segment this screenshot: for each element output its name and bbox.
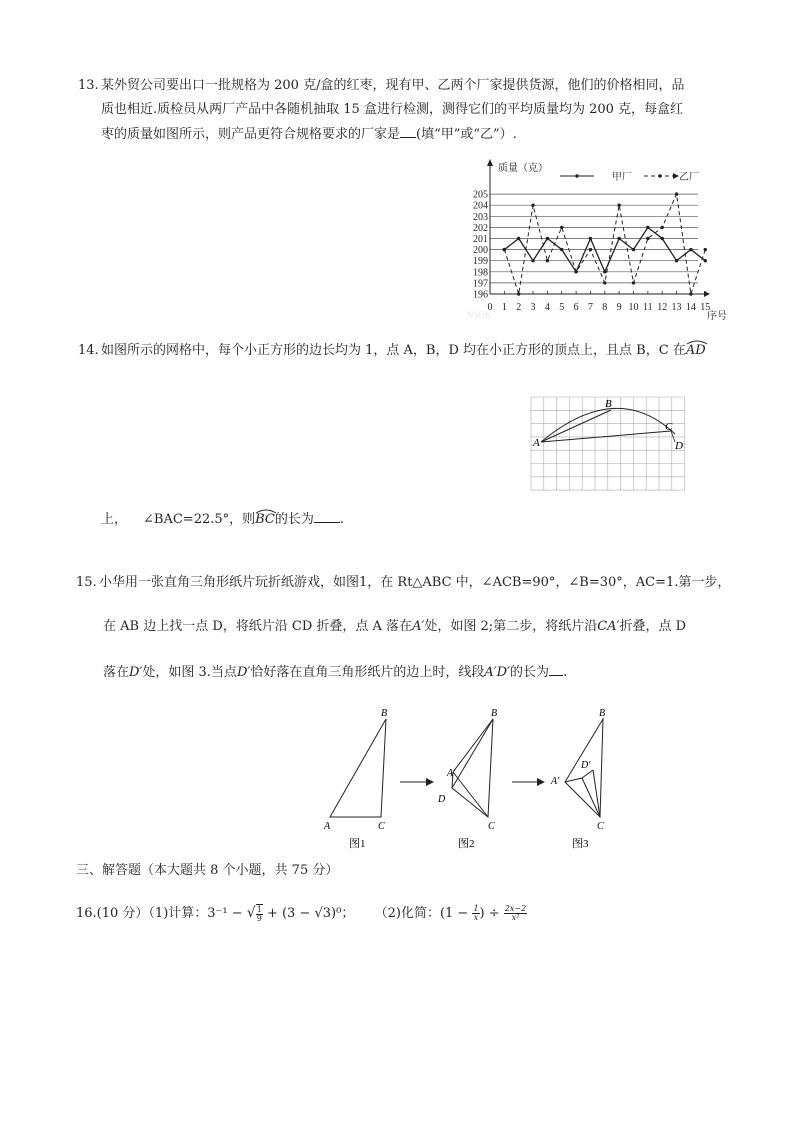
chart-axes: [473, 159, 710, 313]
fig1-label-a: A: [324, 821, 331, 832]
q16-frac1-num: 1: [256, 905, 262, 914]
data-point: [546, 259, 549, 262]
q14-arc-ad: [686, 342, 706, 360]
fig3-label-a1: A′: [551, 776, 560, 787]
q13-line3: [101, 124, 517, 144]
q16-line: [76, 904, 527, 923]
data-point: [531, 204, 534, 207]
q16-head: 16.(10 分）（1)计算：: [76, 906, 208, 921]
q13-answer-blank: [400, 124, 416, 138]
data-point: [503, 248, 506, 251]
fig1-caption: 图1: [349, 838, 366, 850]
q15-answer-blank: [549, 662, 563, 676]
q14-grid-figure: [528, 394, 693, 494]
q13-line3-tail: (填“甲”或“乙”）.: [416, 127, 517, 142]
q15-arrow-2: [512, 778, 545, 786]
fig3-label-b: B: [599, 708, 606, 719]
y-tick-label: 200: [473, 245, 488, 257]
x-tick-label: 9: [616, 302, 622, 313]
data-point: [632, 281, 635, 284]
data-point: [632, 248, 635, 251]
legend-marker: [575, 174, 578, 177]
data-point: [675, 259, 678, 262]
q16-frac-2x: [504, 905, 527, 922]
y-tick-label: 204: [473, 200, 488, 212]
x-tick-label: 0: [487, 302, 493, 313]
q15-figure2: [437, 708, 497, 850]
q14-label-c: C: [665, 421, 673, 433]
q13-line1: 某外贸公司要出口一批规格为 200 克/盒的红枣，现有甲、乙两个厂家提供货源，他们的价格相同，品: [101, 78, 685, 93]
q14-period: .: [339, 512, 345, 527]
q16-simp-a: (1 −: [439, 906, 473, 921]
x-tick-label: 5: [559, 302, 565, 313]
y-tick-label: 198: [473, 267, 488, 279]
q15-line2-c: 处，如图 2;第二步，将纸片沿: [424, 619, 598, 634]
data-point: [517, 237, 520, 240]
x-tick-label: 10: [628, 302, 639, 313]
x-tick-label: 1: [501, 302, 507, 313]
series-line-yi: [504, 194, 705, 294]
q15-number: 15.: [76, 575, 97, 590]
data-point: [517, 292, 520, 295]
q16-sep: ；: [341, 906, 355, 921]
data-point: [589, 237, 592, 240]
y-tick-label: 202: [473, 222, 488, 234]
fig1-label-b: B: [381, 708, 388, 719]
y-axis-arrow: [487, 159, 493, 166]
q15-line2-ca1: CA′: [597, 619, 620, 634]
chart-gridlines: [490, 194, 698, 283]
q14-answer-blank: [314, 509, 340, 523]
chart-watermark: NSOK: [467, 310, 492, 320]
q16-part2: （2)化简：: [374, 906, 440, 921]
q14-length-text: 的长为: [274, 512, 314, 527]
data-point: [589, 248, 592, 251]
data-point: [704, 259, 707, 262]
data-point: [689, 292, 692, 295]
q14-line1: [101, 342, 706, 360]
data-point: [603, 270, 606, 273]
q15-line3-c: 处，如图 3.当点: [142, 665, 237, 680]
data-point: [617, 204, 620, 207]
q14-number: 14.: [78, 343, 99, 358]
x-tick-label: 4: [544, 302, 550, 313]
q16-calc: 3⁻¹ −: [207, 906, 247, 921]
q14-arc-bc: [255, 511, 275, 529]
x-tick-label: 2: [516, 302, 522, 313]
x-tick-label: 7: [587, 302, 593, 313]
x-tick-label: 14: [685, 302, 696, 313]
q15-line3-a1d1: A′D′: [484, 665, 511, 680]
q13-number: 13.: [78, 78, 99, 93]
q15-line3-e: 恰好落在直角三角形纸片的边上时，线段: [250, 665, 485, 680]
data-point: [646, 226, 649, 229]
x-tick-label: 12: [657, 302, 668, 313]
q16-frac3-num: 2x−2: [504, 904, 527, 913]
q16-sqrt-sign: √: [246, 905, 256, 921]
q13-line3-text: 枣的质量如图所示，则产品更符合规格要求的厂家是: [101, 127, 401, 142]
q15-line2-a1: A′: [412, 619, 425, 634]
y-tick-label: 196: [473, 289, 488, 301]
q14-label-d: D: [675, 440, 683, 452]
q14-arc-bc-label: BC: [255, 512, 275, 527]
chart-xlabel: 序号: [707, 311, 727, 322]
fig2-caption: 图2: [458, 838, 475, 850]
q15-line3-d1b: D′: [236, 665, 251, 680]
legend-label: 甲厂: [612, 172, 632, 183]
quality-line-chart: [462, 158, 738, 323]
q15-line2-a: 在 AB 边上找一点 D，将纸片沿 CD 折叠，点 A 落在: [103, 619, 413, 634]
x-tick-label: 11: [643, 302, 653, 313]
fig2-label-c: C: [488, 821, 495, 832]
data-point: [661, 226, 664, 229]
fig3-caption: 图3: [572, 838, 589, 850]
fig2-label-b: B: [491, 708, 498, 719]
data-point: [603, 281, 606, 284]
data-point: [617, 237, 620, 240]
data-point: [560, 226, 563, 229]
chart-series: [503, 192, 707, 295]
x-tick-label: 15: [700, 302, 711, 313]
q15-line3-h: .: [563, 665, 568, 680]
q16-frac2-num: 1: [473, 904, 479, 913]
data-point: [675, 192, 678, 195]
q15-folding-figures: [318, 704, 648, 854]
x-axis-arrow: [704, 291, 710, 297]
q15-figure3: [550, 708, 605, 850]
x-tick-label: 6: [573, 302, 579, 313]
q14-line2-text: 上，: [101, 512, 128, 527]
fig3-label-d1: D′: [581, 760, 591, 771]
q16-simp-b: ) ÷: [479, 906, 504, 921]
q15-line2: [103, 618, 686, 636]
q15-figure1: [323, 708, 387, 850]
q14-angle-text: ∠BAC=22.5°，则: [143, 512, 256, 527]
q13-line2: 质也相近.质检员从两厂产品中各随机抽取 15 盒进行检测，测得它们的平均质量均为 200 克，每盒红: [101, 102, 684, 117]
data-point: [560, 248, 563, 251]
q14-line1-text: 如图所示的网格中，每个小正方形的边长均为 1，点 A，B，D 均在小正方形的顶点上，且点 B，C 在: [101, 343, 686, 358]
data-point: [531, 259, 534, 262]
q16-frac1-den: 9: [256, 914, 262, 923]
fig2-label-d: D: [438, 794, 446, 805]
data-point: [704, 248, 707, 251]
y-tick-label: 205: [473, 189, 488, 201]
fig3-label-c: C: [597, 821, 604, 832]
q14-line2: [101, 509, 344, 529]
q15-line2-e: 折叠，点 D: [619, 619, 687, 634]
x-tick-label: 3: [530, 302, 536, 313]
q15-line1: 小华用一张直角三角形纸片玩折纸游戏，如图1，在 Rt△ABC 中，∠ACB=90°，∠B=30°，AC=1.第一步，: [99, 575, 731, 590]
q15-line3-a: 落在: [103, 665, 130, 680]
data-point: [574, 270, 577, 273]
x-tick-label: 8: [602, 302, 608, 313]
q16-frac2-den: x: [473, 913, 479, 922]
q14-label-a: A: [533, 437, 540, 449]
fig2-label-a1: A′: [447, 768, 456, 779]
q14-label-b: B: [605, 398, 612, 410]
data-point: [661, 237, 664, 240]
data-point: [689, 248, 692, 251]
data-point: [646, 237, 649, 240]
q14-arc-ad-label: AD: [685, 343, 706, 358]
q16-calc-tail: + (3 − √3)⁰: [266, 906, 342, 921]
chart-ylabel: 质量（克）: [498, 163, 548, 174]
y-tick-label: 203: [473, 211, 488, 223]
legend-marker: [658, 174, 661, 177]
x-tick-label: 13: [671, 302, 682, 313]
y-tick-label: 197: [473, 278, 488, 290]
y-tick-label: 199: [473, 256, 488, 268]
y-tick-label: 201: [473, 234, 488, 245]
q16-frac3-den: x²: [511, 913, 520, 922]
q16-frac-1-x: [472, 905, 479, 922]
q15-line3-g: 的长为: [510, 665, 550, 680]
section-3-heading: 三、解答题（本大题共 8 个小题，共 75 分）: [76, 863, 339, 878]
q16-frac-1-9: [256, 904, 263, 923]
q15-line3-d1: D′: [129, 665, 143, 680]
fig1-label-c: C: [378, 821, 385, 832]
q15-line3: [103, 662, 567, 682]
data-point: [546, 237, 549, 240]
legend-label: 乙厂: [679, 172, 699, 183]
q15-arrow-1: [400, 778, 434, 786]
